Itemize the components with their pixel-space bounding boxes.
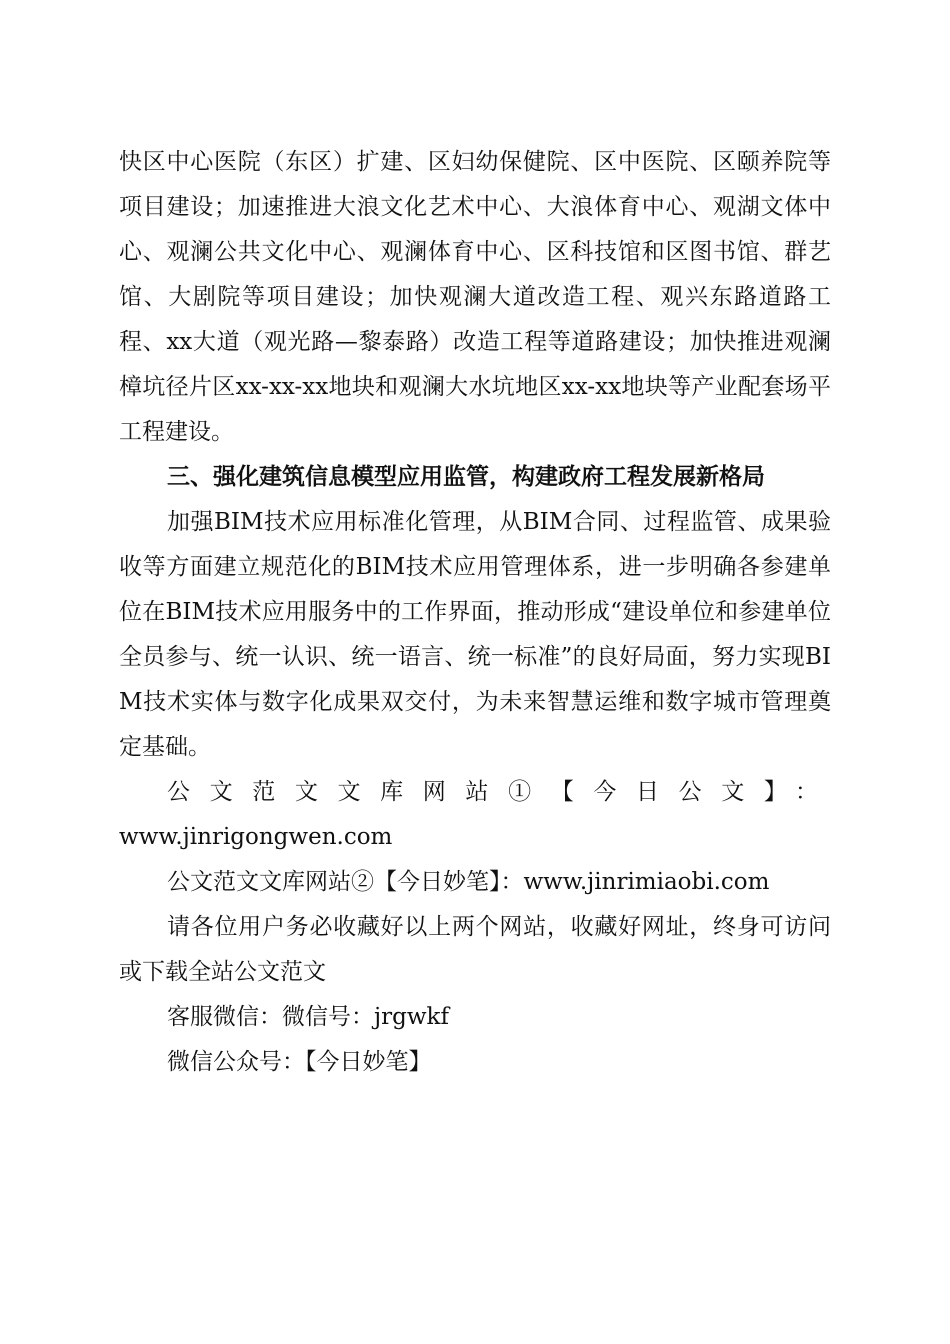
site1-label: 公文范文文库网站①【今日公文】： — [167, 779, 831, 805]
section-heading: 三、强化建筑信息模型应用监管，构建政府工程发展新格局 — [167, 464, 765, 490]
site1-url: www.jinrigongwen.com — [119, 824, 393, 850]
site2-line: 公文范文文库网站②【今日妙笔】：www.jinrimiaobi.com — [167, 869, 770, 895]
service-wechat: 客服微信：微信号：jrgwkf — [167, 1004, 449, 1030]
notice-paragraph: 请各位用户务必收藏好以上两个网站，收藏好网址，终身可访问或下载全站公文范文 — [119, 914, 831, 985]
paragraph-projects: 快区中心医院（东区）扩建、区妇幼保健院、区中医院、区颐养院等项目建设；加速推进大浪文化艺术中心、大浪体育中心、观湖文体中心、观澜公共文化中心、观澜体育中心、区科技馆和区图书馆、群艺馆、大剧院等项目建设；加快观澜大道改造工程、观兴东路道路工程、xx大道（观光路—黎泰路）改造工程等道路建设；加快推进观澜樟坑径片区xx-xx-xx地块和观澜大水坑地区xx-xx地块等产业配套场平工程建设。 — [119, 149, 831, 445]
document-page — [119, 140, 831, 1085]
public-account: 微信公众号：【今日妙笔】 — [167, 1049, 432, 1075]
paragraph-bim: 加强BIM技术应用标准化管理，从BIM合同、过程监管、成果验收等方面建立规范化的BIM技术应用管理体系，进一步明确各参建单位在BIM技术应用服务中的工作界面，推动形成“建设单位和参建单位全员参与、统一认识、统一语言、统一标准”的良好局面，努力实现BIM技术实体与数字化成果双交付，为未来智慧运维和数字城市管理奠定基础。 — [119, 509, 831, 760]
